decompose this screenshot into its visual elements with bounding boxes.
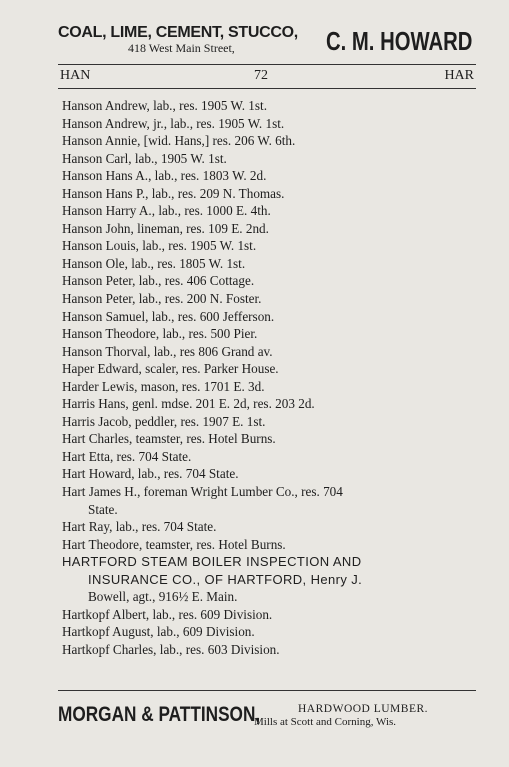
list-item: Hanson Carl, lab., 1905 W. 1st. <box>62 150 227 166</box>
header-rule <box>58 64 476 65</box>
list-item: Hanson Hans P., lab., res. 209 N. Thomas. <box>62 185 285 201</box>
entry-text: HARTFORD STEAM BOILER INSPECTION AND <box>62 554 362 570</box>
footer-firm-name: MORGAN & PATTINSON, <box>58 703 261 726</box>
list-item: Hart Theodore, teamster, res. Hotel Burns. <box>62 536 286 552</box>
list-item: Hart Ray, lab., res. 704 State. <box>62 519 217 535</box>
list-item: Hanson Andrew, jr., lab., res. 1905 W. 1st. <box>62 115 285 131</box>
header-dealer-name: C. M. HOWARD <box>326 26 473 56</box>
list-item: Hanson Andrew, lab., res. 1905 W. 1st. <box>62 98 267 113</box>
list-item: Haper Edward, scaler, res. Parker House. <box>62 361 279 377</box>
list-item: Hartkopf Charles, lab., res. 603 Division. <box>62 641 280 657</box>
footer-advertisement <box>58 703 476 733</box>
list-item: Hart Howard, lab., res. 704 State. <box>62 466 239 482</box>
running-head-left: HAN <box>60 68 91 83</box>
directory-entries <box>58 97 478 659</box>
list-item: Hanson Hans A., lab., res. 1803 W. 2d. <box>62 168 267 184</box>
running-head-right: HAR <box>444 68 474 83</box>
running-head <box>58 68 476 86</box>
header-address: 418 West Main Street, <box>128 41 235 55</box>
footer-rule <box>58 690 476 691</box>
list-item: Hanson John, lineman, res. 109 E. 2nd. <box>62 220 269 236</box>
list-item-multiline <box>58 483 478 518</box>
list-item: Hanson Ole, lab., res. 1805 W. 1st. <box>62 255 246 271</box>
entry-continuation: INSURANCE CO., OF HARTFORD, Henry J. <box>88 571 363 587</box>
footer-address: Mills at Scott and Corning, Wis. <box>254 716 397 728</box>
list-item: Hanson Peter, lab., res. 200 N. Foster. <box>62 291 262 307</box>
list-item: Hartkopf August, lab., 609 Division. <box>62 624 255 640</box>
list-item: Hanson Peter, lab., res. 406 Cottage. <box>62 273 255 289</box>
entry-continuation-2: Bowell, agt., 916½ E. Main. <box>88 589 238 605</box>
footer-trade: HARDWOOD LUMBER. <box>298 703 429 715</box>
list-item: Hanson Thorval, lab., res 806 Grand av. <box>62 343 273 359</box>
list-item-advertiser <box>58 553 478 606</box>
list-item: Hanson Harry A., lab., res. 1000 E. 4th. <box>62 203 271 219</box>
list-item: Hart Charles, teamster, res. Hotel Burns. <box>62 431 276 447</box>
entry-continuation: State. <box>88 501 118 517</box>
list-item: Harris Hans, genl. mdse. 201 E. 2d, res. 203 2d. <box>62 396 315 412</box>
list-item: Hartkopf Albert, lab., res. 609 Division. <box>62 606 273 622</box>
running-head-rule <box>58 88 476 89</box>
header-trade-line: COAL, LIME, CEMENT, STUCCO, <box>58 24 298 41</box>
page-number: 72 <box>254 68 268 83</box>
list-item: Hanson Annie, [wid. Hans,] res. 206 W. 6th. <box>62 133 296 149</box>
entry-text: Hart James H., foreman Wright Lumber Co., res. 704 <box>62 484 343 500</box>
list-item: Harder Lewis, mason, res. 1701 E. 3d. <box>62 378 265 394</box>
header-advertisement <box>58 24 328 56</box>
list-item: Hanson Theodore, lab., res. 500 Pier. <box>62 326 258 342</box>
list-item: Hanson Samuel, lab., res. 600 Jefferson. <box>62 308 275 324</box>
list-item: Hart Etta, res. 704 State. <box>62 448 192 464</box>
list-item: Hanson Louis, lab., res. 1905 W. 1st. <box>62 238 257 254</box>
list-item: Harris Jacob, peddler, res. 1907 E. 1st. <box>62 413 266 429</box>
